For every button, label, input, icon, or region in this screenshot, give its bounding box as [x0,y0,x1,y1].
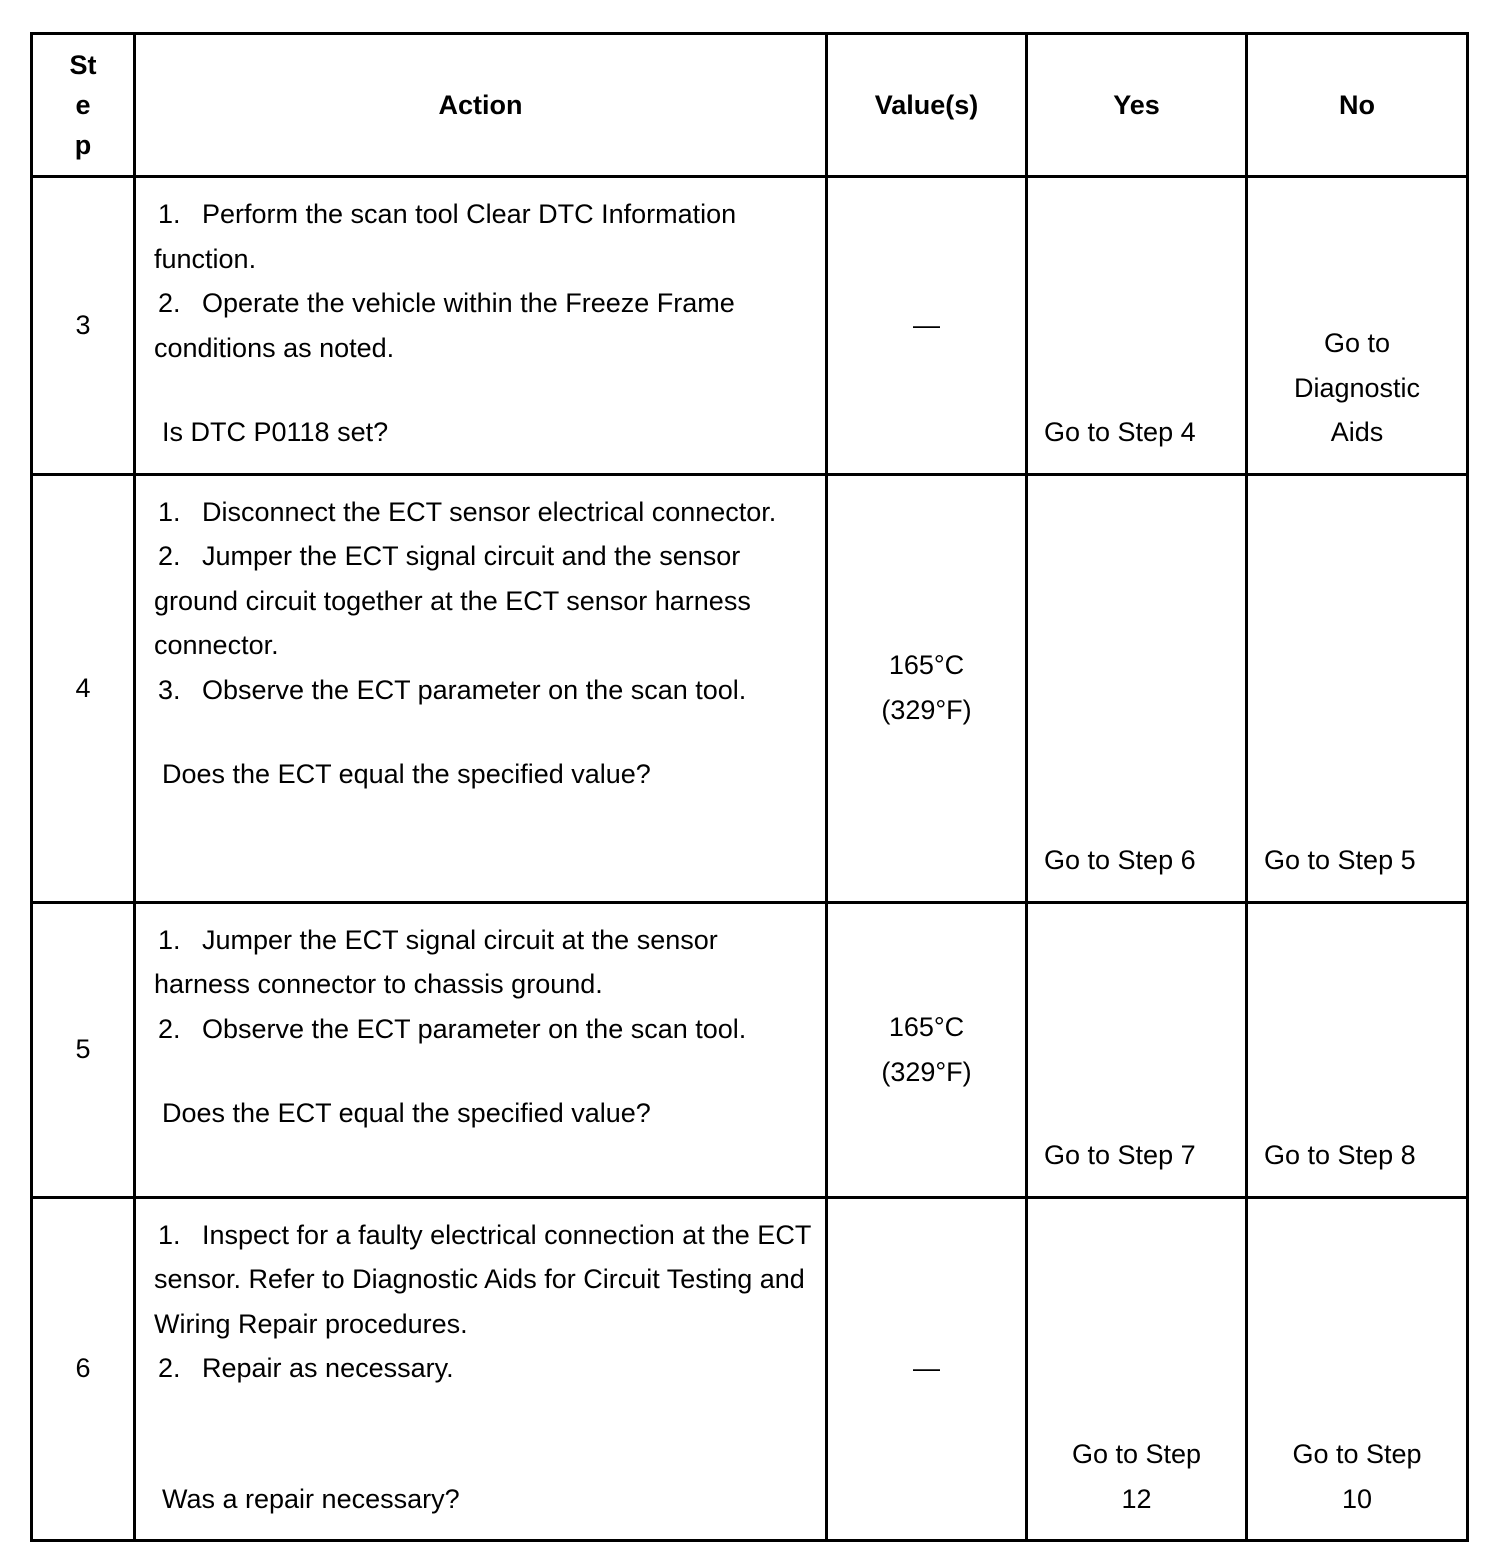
action-cell [135,902,827,1197]
table-row [32,177,1468,475]
value-cell: — [827,177,1027,475]
action-item: 1. Jumper the ECT signal circuit at the sensor harness connector to chassis ground. [154,924,718,999]
action-item: 1. Disconnect the ECT sensor electrical connector. [158,496,777,527]
step-number: 5 [32,902,135,1197]
table-row [32,474,1468,902]
table-row [32,1197,1468,1541]
header-yes: Yes [1027,34,1247,177]
action-item: 1. Inspect for a faulty electrical connection at the ECT sensor. Refer to Diagnostic Aids for Circuit Testing and Wiring Repair procedures. [154,1219,811,1339]
yes-result: Go to Step 4 [1027,177,1247,475]
action-cell [135,474,827,902]
step-number: 6 [32,1197,135,1541]
value-cell: — [827,1197,1027,1541]
yes-result: Go to Step 7 [1027,902,1247,1197]
action-question: Does the ECT equal the specified value? [162,759,651,789]
action-question: Was a repair necessary? [162,1483,460,1514]
action-item: 2. Operate the vehicle within the Freeze Frame conditions as noted. [154,288,735,363]
no-result: Go to Step 5 [1247,474,1468,902]
value-cell: 165°C (329°F) [827,902,1027,1197]
no-result: Go to Step 8 [1247,902,1468,1197]
value-cell: 165°C (329°F) [827,474,1027,902]
yes-result: Go to Step 12 [1027,1197,1247,1541]
table-row [32,902,1468,1197]
step-number: 4 [32,474,135,902]
yes-result: Go to Step 6 [1027,474,1247,902]
action-question: Does the ECT equal the specified value? [162,1098,651,1128]
header-step: Step [32,34,135,177]
action-item: 2. Observe the ECT parameter on the scan tool. [158,1013,747,1044]
no-result: Go to Diagnostic Aids [1247,177,1468,475]
action-item: 2. Repair as necessary. [158,1353,454,1383]
header-values: Value(s) [827,34,1027,177]
action-cell [135,1197,827,1541]
header-no: No [1247,34,1468,177]
header-row [32,34,1468,177]
action-cell [135,177,827,475]
header-action: Action [135,34,827,177]
action-item: 3. Observe the ECT parameter on the scan tool. [158,674,747,705]
diagnostic-table [30,32,1469,1542]
action-item: 1. Perform the scan tool Clear DTC Information function. [154,199,737,274]
action-item: 2. Jumper the ECT signal circuit and the sensor ground circuit together at the ECT sensor harness connector. [154,541,751,660]
step-number: 3 [32,177,135,475]
action-question: Is DTC P0118 set? [162,417,389,447]
no-result: Go to Step 10 [1247,1197,1468,1541]
